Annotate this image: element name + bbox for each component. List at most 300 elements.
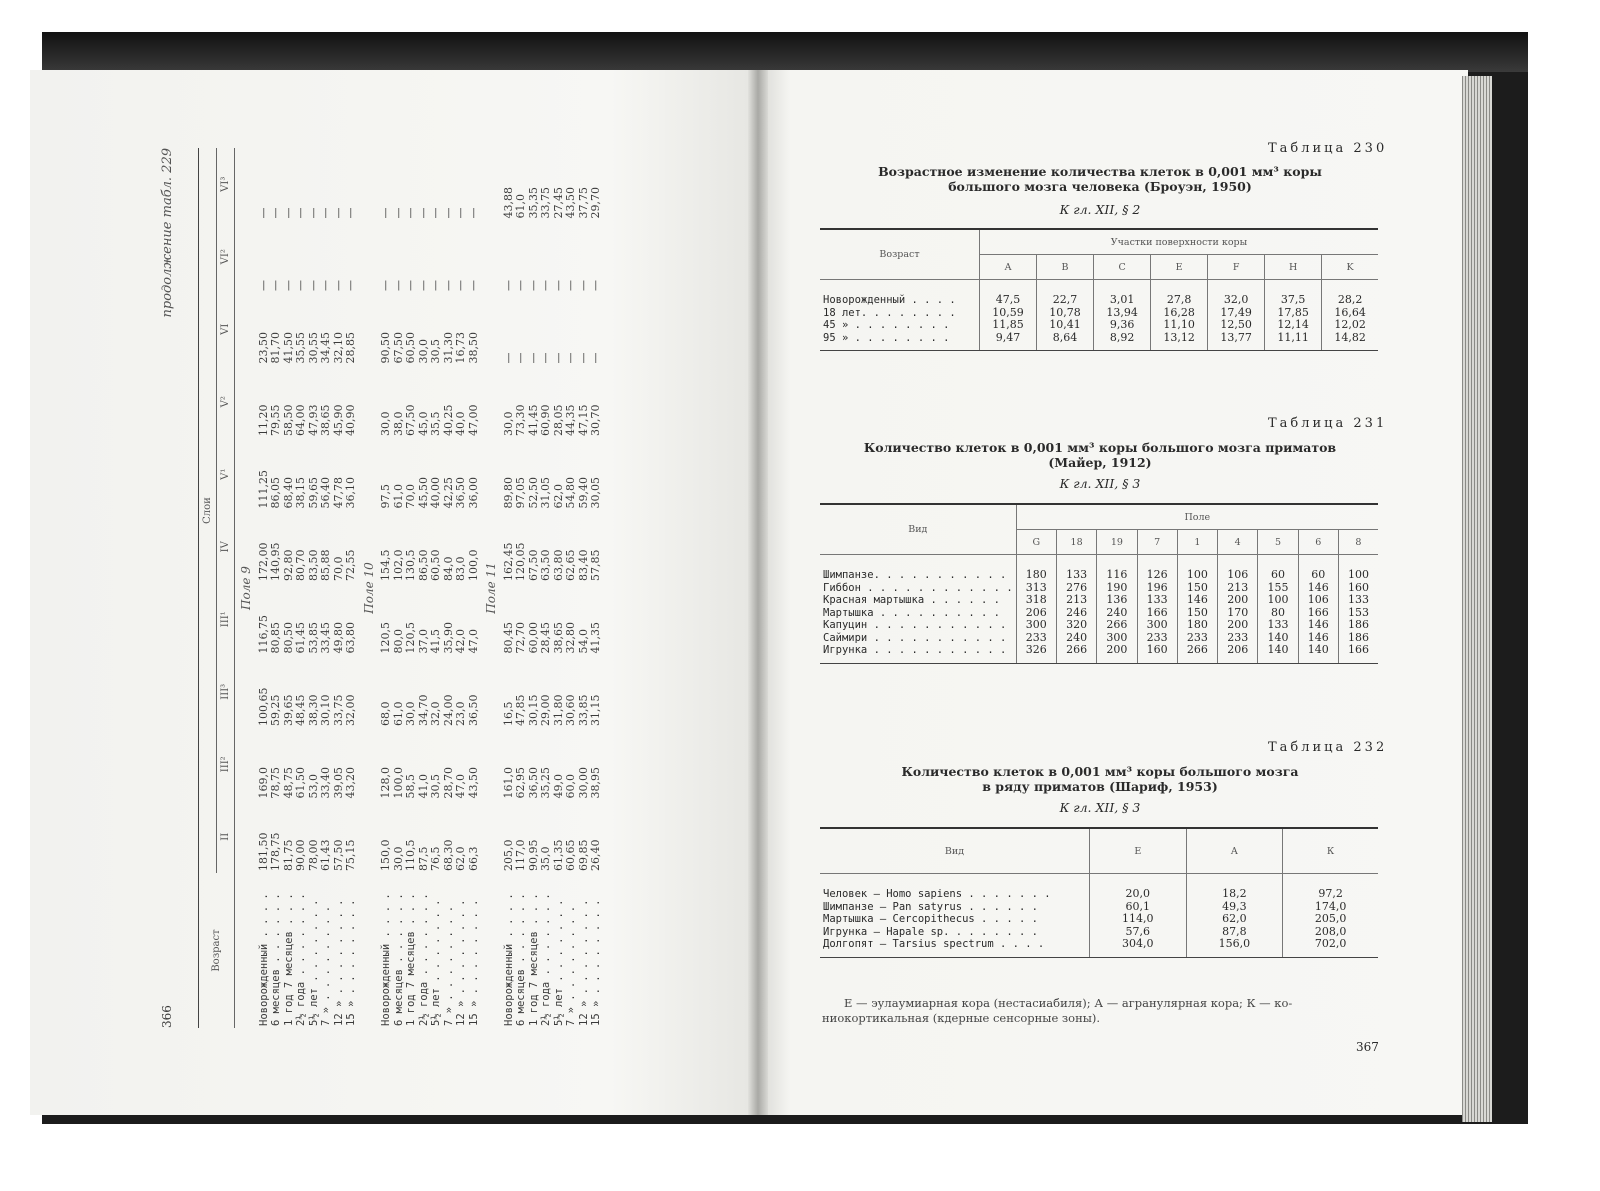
table-cell: 62,0 — [551, 484, 565, 509]
table-cell: 59,25 — [269, 694, 282, 726]
table-cell: 200 — [1106, 643, 1128, 656]
table-cell: 120,5 — [404, 622, 417, 654]
table-cell: 68,40 — [281, 477, 295, 509]
table-230-title — [822, 164, 1378, 194]
table-232-title — [822, 764, 1378, 794]
table-cell: — — [514, 352, 527, 364]
book-top-shadow — [42, 32, 1528, 72]
row-label: Человек — Homo sapiens . . . . . . . — [823, 888, 1051, 900]
table-cell: 10,41 — [1049, 318, 1081, 331]
value-column — [380, 438, 480, 511]
row-label: 95 » . . . . . . . . — [823, 331, 950, 344]
table-cell: 276 — [1066, 580, 1088, 594]
table-cell: 60 — [1270, 568, 1285, 581]
first-col-header: Вид — [820, 504, 1016, 555]
table-230 — [820, 228, 1378, 351]
value-column — [503, 293, 603, 366]
table-cell: 43,50 — [466, 767, 480, 799]
table-cell: 133 — [1347, 593, 1369, 606]
table-cell: — — [391, 207, 405, 219]
table-cell: 160 — [1347, 580, 1369, 594]
table-cell: 8,64 — [1052, 330, 1078, 344]
value-column — [258, 438, 358, 511]
table-cell: — — [551, 352, 565, 364]
table-cell: 3,01 — [1109, 293, 1135, 306]
table-cell: 23,0 — [454, 701, 467, 726]
data-block-row — [820, 280, 1378, 351]
table-cell: 80,50 — [281, 622, 295, 654]
table-cell: 16,28 — [1163, 305, 1195, 319]
table-cell: 60,00 — [526, 622, 540, 654]
table-cell: 57,85 — [589, 549, 602, 581]
table-cell: 35,90 — [441, 622, 455, 654]
table-cell: 85,88 — [319, 549, 332, 581]
table-cell: 54,80 — [564, 477, 577, 509]
table-cell: 54,0 — [576, 629, 590, 654]
table-cell: 128,0 — [379, 767, 392, 799]
table-cell: 136 — [1106, 593, 1128, 606]
layers-group-header: Слои — [199, 148, 217, 873]
table-cell: 73,30 — [514, 404, 527, 436]
table-cell: 60,50 — [404, 332, 417, 364]
table-cell: 32,80 — [564, 622, 577, 654]
value-column — [258, 511, 358, 584]
column-header: 18 — [1056, 530, 1096, 555]
table-cell: 10,59 — [992, 305, 1024, 319]
row-label: 18 лет. . . . . . . . — [823, 306, 956, 319]
column-header: A — [980, 255, 1037, 280]
table-cell: 162,45 — [501, 542, 515, 581]
table-230-ref: К гл. XII, § 2 — [1059, 202, 1141, 217]
table-cell: 64,00 — [294, 404, 307, 436]
table-cell: 63,80 — [551, 549, 565, 581]
table-cell: — — [319, 207, 332, 219]
value-column — [1322, 280, 1378, 351]
table-cell: — — [256, 280, 270, 291]
table-cell: 80,0 — [391, 629, 405, 654]
column-header: Е — [1090, 828, 1187, 874]
table-cell: 213 — [1227, 580, 1249, 594]
table-cell: 63,80 — [344, 622, 357, 654]
table-cell: — — [331, 280, 345, 291]
table-230-title-line1: Возрастное изменение количества клеток в 0,001 мм³ коры — [878, 164, 1322, 179]
table-cell: 38,95 — [589, 767, 602, 799]
table-cell: 60 — [1311, 568, 1326, 581]
value-column — [1056, 555, 1096, 664]
age-label: 12 » . . . . . . . . — [332, 899, 345, 1026]
table-cell: 11,10 — [1163, 318, 1195, 331]
row-label: Шимпанзе — Pan satyrus . . . . . . — [823, 900, 1038, 913]
table-cell: 30,5 — [429, 774, 442, 799]
table-cell: 30,0 — [379, 411, 392, 436]
table-cell: 32,0 — [429, 701, 442, 726]
table-232 — [820, 827, 1378, 958]
table-cell: 233 — [1146, 630, 1168, 644]
table-cell: 32,00 — [344, 694, 357, 726]
table-cell: 57,6 — [1125, 924, 1151, 938]
table-cell: 43,50 — [564, 187, 577, 219]
table-cell: — — [429, 207, 442, 219]
footnote-line2: ниокортикальная (кдерные сенсорные зоны). — [822, 1011, 1101, 1025]
table-cell: 83,40 — [576, 549, 590, 581]
age-column — [258, 873, 358, 1028]
table-cell: 36,00 — [466, 477, 480, 509]
value-column — [380, 801, 480, 874]
table-cell: 61,0 — [514, 194, 527, 219]
age-label: 2½ года . . . . . . . — [417, 893, 430, 1026]
table-cell: — — [501, 352, 515, 364]
table-cell: 140 — [1307, 643, 1329, 656]
data-block-row — [503, 148, 603, 1028]
table-cell: — — [379, 207, 392, 219]
table-cell: 30,10 — [319, 694, 332, 726]
table-cell: 31,15 — [589, 694, 602, 726]
row-label: Капуцин . . . . . . . . . . . — [823, 619, 1007, 631]
age-label: 12 » . . . . . . . . — [455, 899, 467, 1026]
table-cell: 58,50 — [281, 404, 295, 436]
table-cell: — — [526, 280, 540, 291]
table-cell: 116 — [1106, 568, 1128, 581]
value-column — [258, 728, 358, 801]
table-cell: 97,05 — [514, 477, 527, 509]
table-cell: 41,45 — [526, 404, 540, 436]
table-cell: — — [391, 280, 405, 291]
value-column — [1037, 280, 1094, 351]
table-cell: 190 — [1106, 580, 1128, 594]
footnote-line1: Е — эулаумиарная кора (нестасиабиля); А — агранулярная кора; К — ко- — [844, 996, 1293, 1010]
table-cell: 47,0 — [454, 774, 467, 799]
table-cell: 13,77 — [1220, 330, 1252, 344]
table-231-title-line1: Количество клеток в 0,001 мм³ коры большого мозга приматов — [863, 440, 1337, 455]
table-cell: — — [331, 207, 345, 219]
table-cell: 111,25 — [256, 470, 270, 509]
table-cell: 153 — [1347, 605, 1369, 619]
table-cell: 45,0 — [416, 411, 430, 436]
table-cell: 300 — [1146, 618, 1168, 631]
table-cell: 38,15 — [294, 477, 307, 509]
value-column — [503, 583, 603, 656]
table-cell: — — [416, 280, 430, 291]
table-232-footnote — [822, 996, 1382, 1026]
column-header: 6 — [1298, 530, 1338, 555]
table-cell: 72,70 — [514, 622, 527, 654]
age-label: 15 » . . . . . . . . — [590, 899, 602, 1026]
table-cell: — — [256, 207, 270, 219]
table-cell: 246 — [1066, 605, 1088, 619]
table-cell: — — [404, 280, 417, 291]
table-cell: 114,0 — [1122, 912, 1154, 925]
value-column — [258, 366, 358, 439]
table-cell: 240 — [1066, 630, 1088, 644]
table-cell: 240 — [1106, 605, 1128, 619]
table-cell: 40,00 — [429, 477, 442, 509]
row-label: Игрунка . . . . . . . . . . . — [823, 644, 1007, 656]
row-label: Долгопят — Tarsius spectrum . . . . — [823, 938, 1045, 950]
table-cell: 67,50 — [391, 332, 405, 364]
table-cell: — — [269, 280, 282, 291]
column-header: 8 — [1338, 530, 1378, 555]
table-cell: 69,85 — [576, 839, 590, 871]
first-col-header: Вид — [820, 828, 1090, 874]
table-cell: 172,00 — [256, 542, 270, 581]
table-cell: — — [344, 280, 357, 291]
col-age-header: Возраст — [199, 873, 235, 1028]
table-cell: 66,3 — [466, 846, 480, 871]
table-231-title-line2: (Майер, 1912) — [1048, 455, 1152, 470]
layer-header-8: VI² — [217, 221, 235, 294]
table-cell: 90,50 — [379, 332, 392, 364]
table-cell: 16,64 — [1334, 305, 1366, 319]
table-cell: 120,05 — [514, 542, 527, 581]
table-cell: 12,14 — [1277, 318, 1309, 331]
table-cell: 35,0 — [539, 846, 552, 871]
table-cell: — — [379, 280, 392, 291]
column-header: 19 — [1097, 530, 1137, 555]
table-cell: 206 — [1227, 643, 1249, 656]
table-cell: 16,73 — [454, 332, 467, 364]
table-231-ref: К гл. XII, § 3 — [1059, 476, 1141, 491]
table-cell: 30,0 — [416, 339, 430, 364]
table-cell: 60,0 — [564, 774, 577, 799]
table-230-title-line2: большого мозга человека (Броуэн, 1950) — [948, 179, 1252, 194]
table-cell: 30,05 — [589, 477, 602, 509]
layer-header-6: V² — [217, 366, 235, 439]
column-header: K — [1322, 255, 1378, 280]
table-cell: 57,50 — [331, 839, 345, 871]
table-cell: 90,00 — [294, 839, 307, 871]
table-cell: 87,5 — [416, 846, 430, 871]
section-row — [358, 148, 381, 1028]
table-cell: 9,36 — [1109, 318, 1135, 331]
table-cell: 39,05 — [331, 767, 345, 799]
table-cell: — — [564, 352, 577, 364]
continuation-title: продолжение табл. 229 — [160, 148, 175, 318]
value-column — [503, 438, 603, 511]
table-cell: — — [514, 280, 527, 291]
table-cell: 44,35 — [564, 404, 577, 436]
table-cell: 150 — [1186, 580, 1208, 594]
value-column — [380, 511, 480, 584]
value-column — [380, 656, 480, 729]
value-column — [1016, 555, 1056, 664]
table-cell: 39,65 — [281, 694, 295, 726]
table-cell: 48,75 — [281, 767, 295, 799]
table-cell: 78,75 — [269, 767, 282, 799]
age-label: 6 месяцев . . . . . . — [515, 893, 527, 1026]
table-cell: — — [404, 207, 417, 219]
table-cell: 38,50 — [466, 332, 480, 364]
table-cell: 60,1 — [1125, 899, 1151, 913]
layer-header-4: IV — [217, 511, 235, 584]
table-cell: 45,50 — [416, 477, 430, 509]
column-header: E — [1151, 255, 1208, 280]
table-cell: 266 — [1066, 643, 1088, 656]
table-cell: 30,70 — [589, 404, 602, 436]
value-column — [380, 221, 480, 294]
table-cell: 166 — [1307, 605, 1329, 619]
table-cell: — — [589, 352, 602, 364]
table-cell: 140,95 — [269, 542, 282, 581]
table-cell: 87,8 — [1222, 924, 1247, 938]
table-cell: 43,20 — [344, 767, 357, 799]
table-cell: — — [416, 207, 430, 219]
table-cell: 10,78 — [1049, 305, 1081, 319]
table-cell: 60,50 — [429, 549, 442, 581]
table-cell: 233 — [1025, 630, 1047, 644]
table-cell: — — [539, 352, 552, 364]
table-cell: 32,0 — [1223, 293, 1249, 306]
table-cell: 36,50 — [466, 694, 480, 726]
value-column — [503, 728, 603, 801]
table-cell: 61,45 — [294, 622, 307, 654]
table-cell: 40,90 — [344, 404, 357, 436]
age-label: 7 » . . . . . . . . — [442, 905, 455, 1026]
table-cell: 78,00 — [306, 839, 320, 871]
left-page-content — [160, 148, 760, 1028]
table-cell: 100 — [1186, 568, 1208, 581]
table-cell: 146 — [1307, 630, 1329, 644]
value-column — [503, 656, 603, 729]
table-cell: 170 — [1227, 605, 1249, 619]
table-cell: 150 — [1186, 605, 1208, 619]
column-header: 1 — [1177, 530, 1217, 555]
value-column — [1265, 280, 1322, 351]
table-cell: 106 — [1307, 593, 1329, 606]
table-cell: 16,5 — [501, 701, 515, 726]
table-cell: 29,70 — [589, 187, 602, 219]
table-cell: 178,75 — [269, 832, 282, 871]
table-cell: 12,02 — [1334, 318, 1366, 331]
age-label: 7 » . . . . . . . . — [320, 905, 332, 1026]
table-cell: 89,80 — [501, 477, 515, 509]
table-cell: 90,95 — [526, 839, 540, 871]
table-cell: 300 — [1025, 618, 1047, 631]
layer-header-0: II — [217, 801, 235, 874]
table-cell: 72,55 — [344, 549, 357, 581]
table-cell: — — [466, 207, 480, 219]
table-cell: 83,50 — [306, 549, 320, 581]
table-cell: 150,0 — [379, 839, 392, 871]
column-header: К — [1283, 828, 1378, 874]
value-column — [258, 221, 358, 294]
table-cell: 56,40 — [319, 477, 332, 509]
table-cell: 47,00 — [466, 404, 480, 436]
table-232-label: Таблица 232 — [1268, 740, 1388, 755]
table-cell: 47,15 — [576, 404, 590, 436]
table-cell: — — [306, 280, 320, 291]
table-231-title — [822, 440, 1378, 470]
table-cell: 75,15 — [344, 839, 357, 871]
age-label: 6 месяцев . . . . . . — [270, 893, 282, 1026]
value-column — [258, 801, 358, 874]
row-labels — [820, 280, 980, 351]
value-column — [1218, 555, 1258, 664]
table-cell: 67,50 — [404, 404, 417, 436]
table-cell: — — [454, 280, 467, 291]
table-cell: 160 — [1146, 643, 1168, 656]
row-label: Красная мартышка . . . . . . — [823, 594, 1001, 606]
table-cell: 33,75 — [331, 694, 345, 726]
header-row — [820, 229, 1378, 255]
table-cell: — — [466, 280, 480, 291]
value-column — [1090, 874, 1187, 958]
age-column — [503, 873, 603, 1028]
table-cell: 53,85 — [306, 622, 320, 654]
table-cell: 154,5 — [379, 549, 392, 581]
age-label: 1 год 7 месяцев . . . — [282, 893, 295, 1026]
value-column — [380, 728, 480, 801]
age-label: Новорожденный . . . . — [502, 893, 515, 1026]
table-230-label: Таблица 230 — [1268, 141, 1388, 156]
table-cell: 13,12 — [1163, 330, 1195, 344]
table-cell: — — [441, 280, 455, 291]
value-column — [503, 801, 603, 874]
data-block-row — [258, 148, 358, 1028]
table-cell: 155 — [1267, 580, 1289, 594]
section-row — [235, 148, 258, 1028]
table-cell: 27,45 — [551, 187, 565, 219]
value-column — [1338, 555, 1378, 664]
column-header: F — [1208, 255, 1265, 280]
table-cell: 120,5 — [379, 622, 392, 654]
table-cell: 41,5 — [429, 629, 442, 654]
age-label: Новорожденный . . . . — [257, 893, 270, 1026]
table-cell: 300 — [1106, 630, 1128, 644]
table-cell: 84,0 — [441, 556, 455, 581]
table-cell: 8,92 — [1109, 330, 1135, 344]
table-cell: 30,0 — [404, 701, 417, 726]
value-column — [258, 293, 358, 366]
table-cell: 52,50 — [526, 477, 540, 509]
table-cell: 200 — [1227, 593, 1249, 606]
table-cell: — — [551, 280, 565, 291]
table-cell: — — [306, 207, 320, 219]
table-cell: 35,25 — [539, 767, 552, 799]
table-cell: 38,65 — [551, 622, 565, 654]
table-cell: 180 — [1025, 568, 1047, 581]
table-229-continuation — [198, 148, 603, 1028]
table-cell: 100 — [1347, 568, 1369, 581]
table-cell: 100 — [1267, 593, 1289, 606]
table-cell: 30,60 — [564, 694, 577, 726]
table-cell: 117,0 — [514, 839, 527, 871]
table-cell: 31,80 — [551, 694, 565, 726]
table-cell: 166 — [1146, 605, 1168, 619]
table-cell: — — [344, 207, 357, 219]
group-header: Участки поверхности коры — [980, 229, 1379, 255]
table-cell: 47,93 — [306, 404, 320, 436]
column-header: 7 — [1137, 530, 1177, 555]
column-header: А — [1186, 828, 1283, 874]
column-header: 4 — [1218, 530, 1258, 555]
table-cell: 48,45 — [294, 694, 307, 726]
data-block-row — [820, 555, 1378, 664]
value-column — [1177, 555, 1217, 664]
group-header: Поле — [1016, 504, 1378, 530]
value-column — [1094, 280, 1151, 351]
table-cell: 166 — [1347, 643, 1369, 656]
row-label: Мартышка — Cercopithecus . . . . . — [823, 913, 1038, 925]
table-cell: 200 — [1227, 618, 1249, 631]
value-column — [503, 511, 603, 584]
age-label: 15 » . . . . . . . . — [345, 899, 357, 1026]
table-cell: 130,5 — [404, 549, 417, 581]
table-cell: 208,0 — [1314, 924, 1347, 938]
table-cell: 40,25 — [441, 404, 455, 436]
table-cell: 100,0 — [466, 549, 480, 581]
table-cell: 36,10 — [344, 477, 357, 509]
age-label: 2½ года . . . . . . . — [540, 893, 552, 1026]
